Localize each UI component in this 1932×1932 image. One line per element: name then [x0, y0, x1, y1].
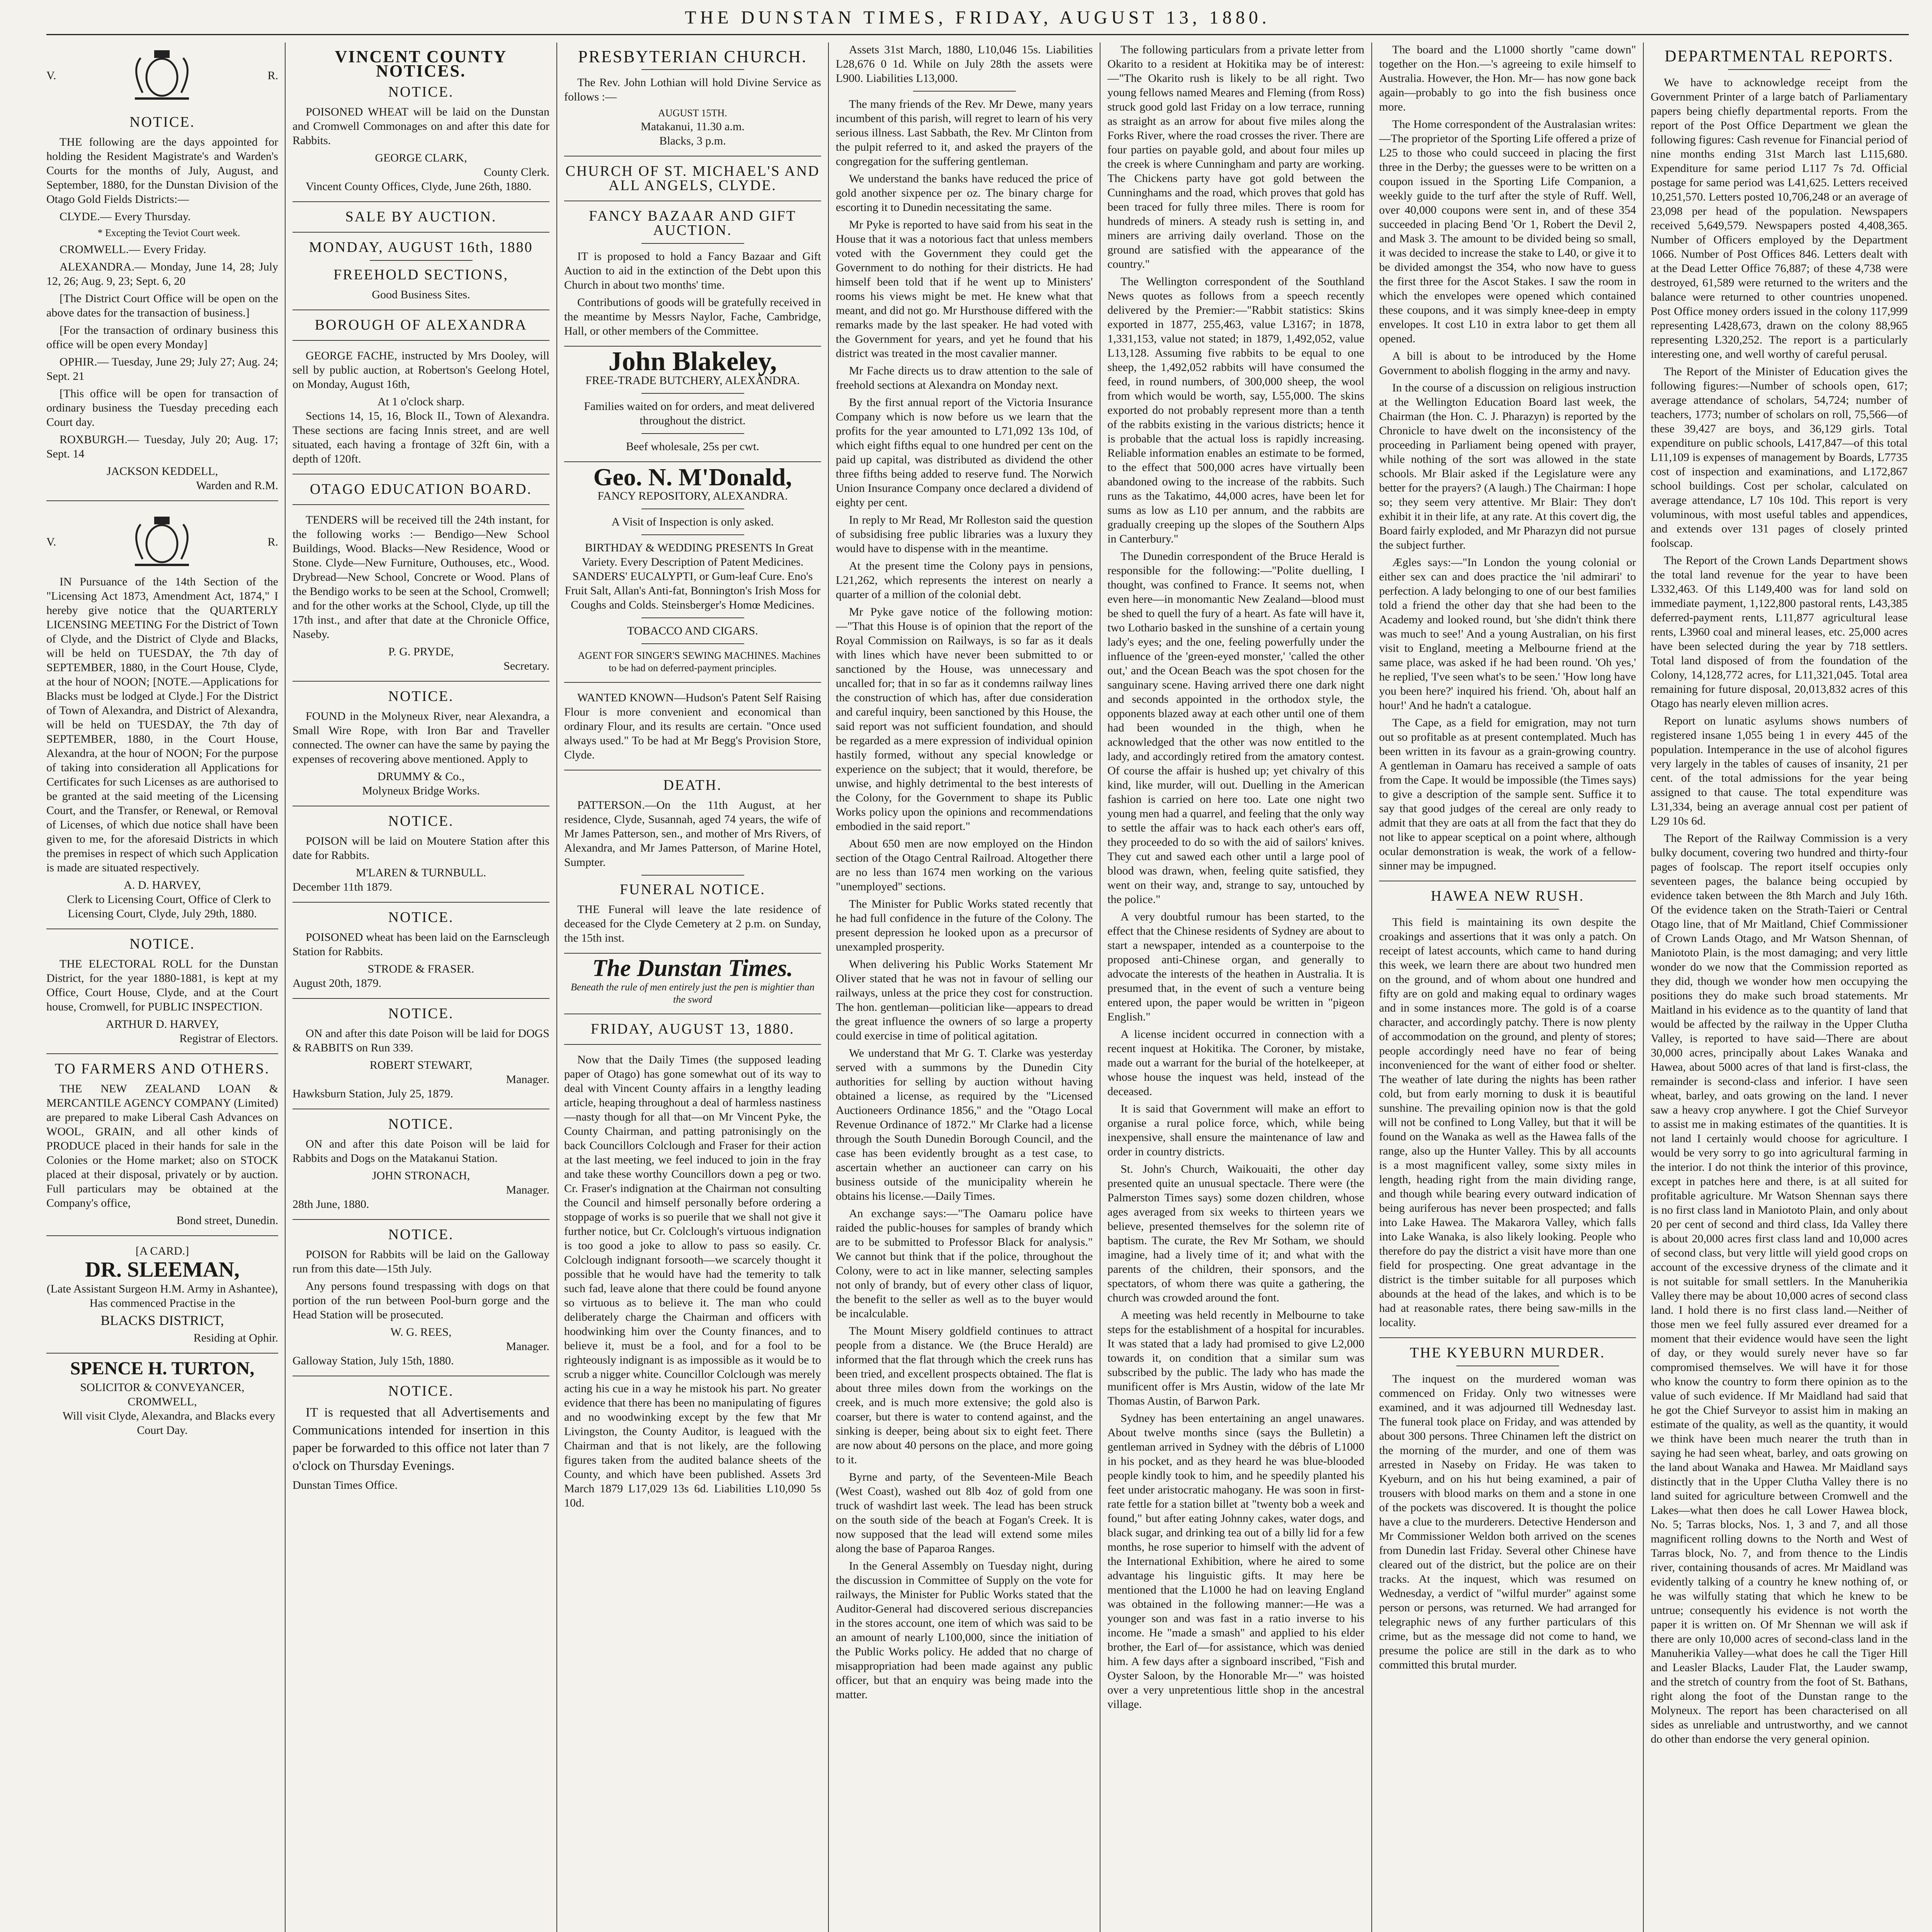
court-ordinary-note: [For the transaction of ordinary business this office will be open every Monday] — [46, 324, 278, 351]
signature-title: Manager. — [506, 1073, 549, 1086]
freehold-title: FREEHOLD SECTIONS, — [333, 267, 509, 283]
column-6 — [1379, 43, 1636, 1932]
signature: A. D. HARVEY, — [124, 879, 201, 891]
paragraph: The many friends of the Rev. Mr Dewe, many years incumbent of this parish, will regret to learn of his very serious illness. Last Sabbath, the Rev. Mr Clinton from the pulpit referred to it, and asked the prayers of the congregation for the suffering gentleman. — [836, 98, 1093, 168]
signature-title: Secretary. — [503, 660, 549, 672]
column-5 — [1107, 43, 1364, 1932]
column-rule — [828, 43, 829, 1932]
blakeley-subtitle: FREE-TRADE BUTCHERY, ALEXANDRA. — [585, 374, 800, 387]
freehold-subtitle: Good Business Sites. — [372, 288, 470, 301]
paragraph: The Wellington correspondent of the Southland News quotes as follows from a speech recently delivered by the Premier:—"Rabbit statistics: Skins exported in 1877, 255,463, value L3167; in 1878, 1,331,153, value not stated; in 1879, 1,492,052, value L13,128. Assuming five rabbits to be equal to one sheep, the 1,492,052 rabbits will have consumed the feed, in round numbers, of 300,000 sheep, the wool from which would be worth, say, L55,000. The skins exported do not probably represent more than a tenth of the rabbits existing in the various districts; hence it is probable that the actual loss is rapidly increasing. Reliable information enables an estimate to be formed, to the effect that 500,000 acres have virtually been abandoned owing to the increase of the rabbits. Such runs as the Takatimo, 44,000 acres, have been let for sums as low as L10 per annum, and the rabbits are gradually creeping up the slopes of the Southern Alps in Canterbury." — [1107, 275, 1364, 545]
paragraph: It is said that Government will make an effort to organise a rural police force, which, while being inexpensive, shall ensure the maintenance of law and order in country districts. — [1107, 1102, 1364, 1158]
signature: ROBERT STEWART, — [369, 1059, 473, 1071]
contributions-text: Contributions of goods will be gratefully received in the meantime by Messrs Naylor, Fache, Cambridge, Hall, or other members of the Committee. — [564, 296, 821, 337]
paragraph: In the course of a discussion on religious instruction at the Wellington Education Board last week, the Chairman (the Hon. C. J. Pharazyn) is reported by the Chronicle to have dwelt on the inconsistency of the proceeding in Parliament being opened with prayer, while nothing of the sort was allowed in the state schools. Mr Blair asked if the Legislature were any better for the prayers? (A laugh.) The Chairman: I hope so; they seem very attentive. Mr Blair: They don't exhibit it in their life, at any rate. At this covert dig, the Board fairly exploded, and Mr Pharazyn did not pursue the subject further. — [1379, 381, 1636, 551]
otago-board-title: OTAGO EDUCATION BOARD. — [310, 481, 532, 497]
section-title: VINCENT COUNTY NOTICES. — [335, 47, 507, 80]
signature: STRODE & FRASER. — [367, 963, 474, 975]
doctor-name: DR. SLEEMAN, — [85, 1258, 240, 1282]
paragraph: Report on lunatic asylums shows numbers of registered insane 1,055 being 1 in every 445 of the population. Intemperance in the use of alcohol figures very largely in the tables of causes of insanity, 21 per cent. of the total admissions for the year being assigned to that cause. The total expenditure was L31,334, being an average annual cost per patient of L29 10s 6d. — [1651, 714, 1908, 827]
column-rule — [556, 43, 557, 1932]
church-title: PRESBYTERIAN CHURCH. — [578, 47, 807, 66]
court-clyde: CLYDE.— Every Thursday. — [60, 210, 191, 223]
farmers-title: TO FARMERS AND OTHERS. — [54, 1061, 270, 1077]
paragraph: Byrne and party, of the Seventeen-Mile Beach (West Coast), washed out 8lb 4oz of gold from one truck of washdirt last week. The lead has been struck on the south side of the beach at Fogan's Creek. It is now supposed that the lead will extend some miles along the base of Paparoa Ranges. — [836, 1471, 1093, 1555]
borough-title: BOROUGH OF ALEXANDRA — [315, 317, 527, 333]
bazaar-title: FANCY BAZAAR AND GIFT AUCTION. — [589, 208, 796, 238]
signature-title: Manager. — [506, 1184, 549, 1196]
departmental-title: DEPARTMENTAL REPORTS. — [1665, 48, 1894, 65]
poison-notice: POISON for Rabbits will be laid on the Galloway run from this date—15th July. — [293, 1248, 549, 1275]
court-notice-intro: THE following are the days appointed for holding the Resident Magistrate's and Warden's Courts for the months of July, August, and September, 1880, for the Dunstan Division of the Otago Gold Fields Districts:— — [46, 136, 278, 206]
paragraph: The Report of the Crown Lands Department shows the total land revenue for the year to have been L332,463. Of this L149,400 was for land sold on immediate payment, 1,122,800 pastoral rents, L43,385 deferred-payment rents, L11,877 agricultural lease rents, L3960 coal and mineral leases, etc. 25,000 acres have been selected during the year by 718 settlers. Total land disposed of from the foundation of the Colony, 14,128,772 acres, for L11,321,045. Total area remaining for future disposal, 20,013,832 acres of this Otago has nearly eleven million acres. — [1651, 554, 1908, 710]
signature: P. G. PRYDE, — [388, 645, 454, 658]
signature: M'LAREN & TURNBULL. — [355, 866, 486, 879]
paragraph: At the present time the Colony pays in pensions, L21,262, which represents the interest on nearly a quarter of a million of the colonial debt. — [836, 560, 1093, 601]
vr-left: V. — [46, 69, 56, 82]
adverts-notice: IT is requested that all Advertisements and Communications intended for insertion in this paper be forwarded to this office not later than 7 o'clock on Thursday Evenings. — [293, 1405, 549, 1473]
hawea-title: HAWEA NEW RUSH. — [1431, 888, 1584, 904]
column-rule — [285, 43, 286, 1932]
editorial-text: Now that the Daily Times (the supposed leading paper of Otago) has gone somewhat out of its way to deal with Vincent County affairs in a lengthy leading article, heaping throughout a deal of harmless nastiness—nasty though for all that—on Mr Vincent Pyke, the County Chairman, and patting patronisingly on the back Councillors Colclough and Fraser for their action at the last meeting, we feel induced to join in the fray and take these worthy Councillors down a peg or two. Cr. Fraser's indignation at the Chairman not consulting the Council and himself personally before ordering a stoppage of works is so puerile that we shall not give it further notice, but Cr. Colclough's virtuous indignation is too good a joke to allow to pass so easily. Cr. Colclough indignant forsooth—we scarcely thought it possible that he would have had the temerity to talk such fad, leave alone that there could be found anyone so virtuous as to believe it. The man who could deliberately charge the Chairman and officers with hoodwinking him over the County finances, and to believe it, must be a fool, and for a fool to be righteously indignant is as impossible as it would be to scrub a nigger white. Councillor Colclough was merely acting his cue in a way he mistook his part. No greater evidence that there has been no manipulating of figures and no woodwinking except by the few that Mr Livingston, the County Auditor, is leagued with the Chairman and that is not likely, are the following figures taken from the audited balance sheets of the County, and which have been published. Assets 3rd March 1879 L17,029 13s 6d. Liabilities L10,090 5s 10d. — [564, 1053, 821, 1509]
poison-notice: ON and after this date Poison will be laid for DOGS & RABBITS on Run 339. — [293, 1027, 549, 1054]
church-service: Matakanui, 11.30 a.m. — [641, 120, 745, 133]
auction-title: SALE BY AUCTION. — [345, 209, 497, 225]
vr-left: V. — [46, 535, 56, 548]
electoral-roll-notice: THE ELECTORAL ROLL for the Dunstan District, for the year 1880-1881, is kept at my Office, Court House, Clyde, and at the Court house, Cromwell, for PUBLIC INSPECTION. — [46, 957, 278, 1013]
signature-title: Clerk to Licensing Court, Office of Clerk to Licensing Court, Clyde, July 29th, 1880. — [67, 893, 271, 920]
fache-sections: Sections 14, 15, 16, Block II., Town of Alexandra. These sections are facing Innis street, and are well situated, each having a frontage of 32ft 6in, with a depth of 120ft. — [293, 410, 549, 465]
trespass-notice: Any persons found trespassing with dogs on that portion of the run between Pool-burn gorge and the Head Station will be prosecuted. — [293, 1280, 549, 1321]
notice-title: NOTICE. — [388, 1116, 454, 1132]
doctor-residence: Residing at Ophir. — [193, 1332, 278, 1344]
paper-date: FRIDAY, AUGUST 13, 1880. — [590, 1021, 795, 1037]
signature: JACKSON KEDDELL, — [106, 465, 218, 478]
poison-notice: POISONED wheat has been laid on the Earnscleugh Station for Rabbits. — [293, 931, 549, 958]
poison-notice: ON and after this date Poison will be laid for Rabbits and Dogs on the Matakanui Station. — [293, 1138, 549, 1165]
paragraph: Ægles says:—"In London the young colonial or either sex can and does practice the 'nil admirari' to perfection. A lady belonging to one of our best families told a friend the other day that she had been to the Academy and looked round, but 'she didn't think there was much to see!' And a young Australian, on his first visit to England, meeting a Melbourne friend at the same place, was asked if he had been round. 'Oh yes,' he replied, 'I've seen what's to be seen.' 'How long have you been here?' inquired his friend. 'Oh, about half an hour!' And he hadn't a catalogue. — [1379, 556, 1636, 712]
vr-right: R. — [267, 535, 278, 548]
doctor-subtitle: (Late Assistant Surgeon H.M. Army in Ashantee), — [46, 1282, 278, 1295]
beef-price: Beef wholesale, 25s per cwt. — [626, 440, 759, 453]
paragraph: The Home correspondent of the Australasian writes:—The proprietor of the Sporting Life offered a prize of L25 to those who could succeed in placing the first three in the Derby; the guesses were to be written on a coupon issued in the Sporting Life Companion, a weekly guide to the turf after the style of Ruff. Well, over 40,000 coupons were sent in, and of these 354 succeeded in placing Bend 'Or 1, Robert the Devil 2, and Mask 3. The amount to be divided being so small, it was decided to increase the stake to L40, or give it to be divided amongst the 354, who now have to guess the first three for the Ascot Stakes. I saw the room in which the envelopes were opened which contained these coupons, and it was simply knee-deep in empty envelopes. It cost L10 in extra labor to get them all opened. — [1379, 118, 1636, 345]
fache-time: At 1 o'clock sharp. — [377, 395, 465, 408]
office-name: Dunstan Times Office. — [293, 1479, 398, 1492]
column-3 — [564, 43, 821, 1932]
paragraph: In reply to Mr Read, Mr Rolleston said the question of subsidising free public libraries was a luxury they would have to dispense with in the meantime. — [836, 514, 1093, 555]
signature-date: Galloway Station, July 15th, 1880. — [293, 1354, 454, 1367]
notice-title: NOTICE. — [388, 813, 454, 829]
licensing-notice: IN Pursuance of the 14th Section of the "Licensing Act 1873, Amendment Act, 1874," I hereby give notice that the QUARTERLY LICENSING MEETING For the District of Town of Clyde, and the District of Clyde and Blacks, will be held on TUESDAY, the 7th day of SEPTEMBER, 1880, in the Court House, Clyde, at the hour of NOON; [NOTE.—Applications for Blacks must be lodged at Clyde.] For the District of Town of Alexandra, and District of Alexandra, will be held on TUESDAY, the 7th day of SEPTEMBER, 1880, in the Court House, Alexandra, at the hour of NOON; For the purpose of taking into consideration all Applications for Certificates for such Licenses as are authorised to be granted at the said meeting of the Licensing Court, and the Transfer, or Renewal, or Removal of Licenses, of which due notice shall have been given to me, for the aforesaid Districts in which the premises in respect of which such Application is made are situated respectively. — [46, 575, 278, 874]
column-7 — [1651, 43, 1908, 1932]
court-ophir: OPHIR.— Tuesday, June 29; July 27; Aug. 24; Sept. 21 — [46, 355, 278, 383]
bazaar-text: IT is proposed to hold a Fancy Bazaar and Gift Auction to aid in the extinction of the Debt upon this Church in about two months' time. — [564, 250, 821, 291]
signature-title: Molyneux Bridge Works. — [362, 784, 480, 797]
paragraph: The Dunedin correspondent of the Bruce Herald is responsible for the following:—"Polite duelling, I thought, was confined to France. It seems not, when even here—in monomantic New Zealand—blood must be shed to quell the fury of a heart. As fate will have it, two Lothario basked in the sunshine of a certain young lady's eyes; and the one, feeling powerfully under the influence of the 'green-eyed monster,' 'called the other out,' and the Ocean Beach was the spot chosen for the sanguinary scene. Having arrived there one dark night and seconds appointed in the orthodox style, the opponents blazed away at each other until one of them had been wounded in the thigh, when he acknowledged that the other was now entitled to the lady, and accordingly retired from the amatory contest. Of course the affair is hushed up; yet chivalry of this kind, like murder, will out. Duelling in the American fashion is carried on here too. Late one night two young men had a quarrel, and feeling that the only way to settle the affair was to hack each other's ears off, they proceeded to do so with the aid of sailors' knives. They cut and sawed each other until a large pool of blood was drawn, when, feeling quite satisfied, they went on their way, and, strange to say, untouched by the police." — [1107, 550, 1364, 906]
visit-text: A Visit of Inspection is only asked. — [611, 515, 774, 528]
church-text: The Rev. John Lothian will hold Divine Service as follows :— — [564, 76, 821, 103]
auction-date: MONDAY, AUGUST 16th, 1880 — [309, 239, 533, 255]
notice-title: NOTICE. — [388, 1383, 454, 1399]
paragraph: An exchange says:—"The Oamaru police have raided the public-houses for samples of brandy which are to be submitted to Professor Black for analysis." We cannot but think that if the police, throughout the Colony, were to act in like manner, selecting samples not only of brandy, but of every other class of liquor, the benefit to the seller as well as to the buyer would be incalculable. — [836, 1207, 1093, 1320]
notice-title: NOTICE. — [388, 909, 454, 925]
signature-date: December 11th 1879. — [293, 881, 392, 893]
paper-title: The Dunstan Times. — [592, 955, 793, 981]
tenders-notice: TENDERS will be received till the 24th instant, for the following works :— Bendigo—New School Buildings, Wood. Blacks—New Residence, Wood or Stone. Clyde—New Furniture, Outhouses, etc., Wood. Drybread—New School, Concrete or Wood. Plans of the Bendigo works to be seen at the School, Cromwell; and for the other works at the School, Clyde, up till the 17th inst., and after that date at the Chronicle Office, Naseby. — [293, 514, 549, 641]
turton-visit: Will visit Clyde, Alexandra, and Blacks every Court Day. — [62, 1410, 276, 1437]
paragraph: Mr Pyke is reported to have said from his seat in the House that it was a notorious fact that unless members voted with the Government they could get the Government to do nothing for their districts. He had himself been told that if he went up to Ministers' rooms his views might be met. He knew what that meant, and did not go. Mr Hursthouse differed with the remarks made by the last speaker. He had voted with the Government for years, and yet he found that his district was treated in the most cavalier manner. — [836, 218, 1093, 360]
paragraph: The board and the L1000 shortly "came down" together on the Hon.—'s agreeing to exile himself to Australia. However, the Hon. Mr— has now gone back again—probably to go into the fish business once more. — [1379, 43, 1636, 113]
found-notice: FOUND in the Molyneux River, near Alexandra, a Small Wire Rope, with Iron Bar and Traveller connected. The owner can have the same by paying the expenses of recovering above mentioned. Apply to — [293, 710, 549, 765]
signature-title: Registrar of Electors. — [179, 1032, 278, 1045]
column-2 — [293, 43, 549, 1932]
notice-title: NOTICE. — [388, 1226, 454, 1243]
masthead: THE DUNSTAN TIMES, FRIDAY, AUGUST 13, 1880. — [46, 7, 1909, 35]
paper-motto: Beneath the rule of men entirely just the pen is mightier than the sword — [571, 981, 815, 1005]
figures-text: Assets 31st March, 1880, L10,046 15s. Liabilities L28,676 0 1d. While on July 28th the assets were L900. Liabilities L13,000. — [836, 43, 1093, 85]
paragraph: A very doubtful rumour has been started, to the effect that the Chinese residents of Sydney are about to start a newspaper, intended as a counterpoise to the proposed anti-Chinese organ, and generally to advocate the interests of the heathen in Australia. It is presumed that, in the event of such a venture being entered upon, the paper would be written in "pigeon English." — [1107, 910, 1364, 1023]
kyeburn-title: THE KYEBURN MURDER. — [1410, 1345, 1605, 1361]
birthday-presents: BIRTHDAY & WEDDING PRESENTS In Great Variety. Every Description of Patent Medicines. SANDERS' EUCALYPTI, or Gum-leaf Cure. Eno's Fruit Salt, Allan's Anti-fat, Bonnington's Irish Moss for Coughs and Colds. Steinsberger's Homœ Medicines. — [565, 541, 821, 611]
notice-title: NOTICE. — [388, 688, 454, 704]
signature-title: Warden and R.M. — [196, 479, 278, 492]
paragraph: We understand that Mr G. T. Clarke was yesterday served with a summons by the Dunedin City authorities for selling by auction without having obtained a license, as required by the "Licensed Auctioneers Ordinance 1856," and the "Otago Local Revenue Ordinance of 1872." Mr Clarke had a license through the South Dunedin Borough Council, and the case has been evidently brought as a test case, to ascertain whether an auctioneer can carry on his business outside of the municipality wherein he obtains his license.—Daily Times. — [836, 1047, 1093, 1202]
kyeburn-text: The inquest on the murdered woman was commenced on Friday. Only two witnesses were examined, and it was adjourned till Wednesday last. The funeral took place on Friday, and was attended by about 300 persons. Three Chinamen left the district on the morning of the murder, and one of them was arrested in Naseby on Friday. He was taken to Kyeburn, and on his hut being examined, a pair of trousers with blood marks on them and a stone in one of the pockets was discovered. It is thought the police have a clue to the murderers. Detective Henderson and Mr Commissioner Weldon both arrived on the scenes from Dunedin last Friday. Several other Chinese have cleared out of the district, but the police are on their tracks. At the inquest, which was resumed on Wednesday, a verdict of "wilful murder" against some person or persons, was returned. We had arranged for telegraphic news of any further particulars of this crime, but as the message did not come to hand, we presume the police are still in the dark as to who committed this brutal murder. — [1379, 1372, 1636, 1671]
death-title: DEATH. — [663, 777, 722, 793]
paragraph: A bill is about to be introduced by the Home Government to abolish flogging in the army and navy. — [1379, 350, 1636, 377]
paragraph: St. John's Church, Waikouaiti, the other day presented quite an unusual spectacle. There were (the Palmerston Times says) some dozen children, whose ages averaged from six weeks to thirteen years we believe, presented themselves for the solemn rite of baptism. The curate, the Rev Mr Sotham, we should imagine, had a lively time of it; and what with the parents of the children, their sponsors, and the spectators, of whom there was quite a gathering, the church was crowded around the font. — [1107, 1163, 1364, 1304]
wanted-known: WANTED KNOWN—Hudson's Patent Self Raising Flour is more convenient and economical than ordinary Flour, and its results are certain. "Once used always used." To be had at Mr Begg's Provision Store, Clyde. — [564, 691, 821, 761]
signature: DRUMMY & Co., — [377, 770, 465, 783]
poison-notice: POISON will be laid on Moutere Station after this date for Rabbits. — [293, 835, 549, 862]
funeral-title: FUNERAL NOTICE. — [619, 881, 766, 898]
court-roxburgh: ROXBURGH.— Tuesday, July 20; Aug. 17; Sept. 14 — [46, 433, 278, 460]
paragraph: We understand the banks have reduced the price of gold another sixpence per oz. The binary charge for escorting it to Dunedin necessitating the same. — [836, 172, 1093, 214]
paragraph: The Minister for Public Works stated recently that he had full confidence in the future of the Colony. The present depression he looked upon as a precursor of unexampled prosperity. — [836, 898, 1093, 953]
tobacco-text: TOBACCO AND CIGARS. — [627, 624, 758, 637]
paragraph: Sydney has been entertaining an angel unawares. About twelve months since (says the Bulletin) a gentleman arrived in Sydney with the débris of L1000 in his pocket, and as they heard he was blue-blooded people kindly took to him, and he speedily planted his feet under aristocratic mahogany. He was soon in first-rate fettle for a station billet at "twenty bob a week and found," but after eating Johnny cakes, water dogs, and black sugar, and drinking tea out of a billy lid for a few months, he rose superior to himself with the advent of the International Exhibition, where he aired to some advantage his linguistic gifts. It may here be mentioned that the L1000 he had on leaving England was obtained in the following manner:—He was a younger son and was fast in a ratio inverse to his income. He "made a smash" and applied to his elder brother, the Earl of—for assistance, which was denied him. A few days after a signboard inscribed, "Fish and Oyster Saloon, by the Honorable Mr—" was hoisted over a very unpretentious little shop in the ancestral village. — [1107, 1412, 1364, 1711]
church-service: Blacks, 3 p.m. — [659, 134, 726, 147]
signature-title: County Clerk. — [484, 166, 549, 179]
paragraph: The following particulars from a private letter from Okarito to a resident at Hokitika may be of interest:—"The Okarito rush is likely to be all right. Two young fellows named Meares and Fleming (from Ross) struck good gold last Friday on a low terrace, running as straight as an arrow for about five miles along the Forks River, where the road crosses the river. There are four parties on payable gold, and about four miles up the creek is where Cunningham and party are working. The Chickens party have got gold between the Cunninghams and the road, which proves that gold has been traced for fully three miles. There is room for hundreds of miners. A steady rush is setting in, and miners are arriving daily overland. Those on the ground are satisfied with the appearance of the country." — [1107, 43, 1364, 270]
court-ophir-note: [This office will be open for transaction of ordinary business the Tuesday preceding each Court day. — [46, 387, 278, 429]
court-cromwell: CROMWELL.— Every Friday. — [60, 243, 206, 256]
signature: GEORGE CLARK, — [375, 151, 467, 164]
turton-town: CROMWELL, — [128, 1395, 197, 1408]
church-date: AUGUST 15TH. — [658, 107, 727, 119]
paragraph: Mr Pyke gave notice of the following motion:—"That this House is of opinion that the report of the Royal Commission on Railways, is so far as it deals with lines which have never been submitted to or sanctioned by the House, was unnecessary and uncalled for; that in so far as it condemns railway lines the construction of which has, after due consideration and careful inquiry, been sanctioned by this House, the said report was not sufficient foundation, and should be regarded as a mere expression of individual opinion hastily formed, without any special knowledge or experience on the subject; that it would, therefore, be unwise, and highly detrimental to the best interests of the Colony, for the Government to shape its Public Works policy upon the opinions and recommendations embodied in the said report." — [836, 605, 1093, 833]
notice-title: NOTICE. — [388, 84, 454, 100]
vr-right: R. — [267, 69, 278, 82]
turton-subtitle: SOLICITOR & CONVEYANCER, — [80, 1381, 245, 1394]
signature: W. G. REES, — [390, 1326, 452, 1338]
paragraph: The Mount Misery goldfield continues to attract people from a distance. We (the Bruce Herald) are informed that the flat through which the creek runs has been tried, and excellent prospects obtained. The flat is about three miles down from the workings on the creek, and is much more extensive; the gold also is coarser, but there is water to contend against, and the sinking is deeper, being about six to eight feet. There are now about 40 persons on the place, and more going to it. — [836, 1325, 1093, 1466]
paragraph: In the General Assembly on Tuesday night, during the discussion in Committee of Supply on the vote for railways, the Minister for Public Works stated that the Auditor-General had discovered serious discrepancies in the stores account, one item of which was said to be an amount of nearly L100,000, since the initiation of the Public Works policy. He added that no charge of misappropriation had been made against any public officer, but that an enquiry was being made into the matter. — [836, 1560, 1093, 1701]
signature-date: Hawksburn Station, July 25, 1879. — [293, 1087, 453, 1100]
paragraph: The Cape, as a field for emigration, may not turn out so profitable as at present contemplated. Much has been written in its favour as a grain-growing country. A gentleman in Oamaru has received a sample of oats from the Cape. It would be impossible (the Times says) to give a description of the sample sent. Suffice it to say that good judges of the cereal are only ready to admit that they are oats at all from the fact that they do not like to appear sceptical on a point where, although ocular demonstration is weak, the work of a fellow-sinner may be impugned. — [1379, 716, 1636, 872]
court-alexandra: ALEXANDRA.— Monday, June 14, 28; July 12, 26; Aug. 9, 23; Sept. 6, 20 — [46, 260, 278, 287]
paragraph: The Report of the Minister of Education gives the following figures:—Number of schools open, 617; average attendance of scholars, 54,724; number of teachers, 1773; number of scholars on roll, 75,566—of these 39,427 are boys, and 36,129 girls. Total expenditure on public schools, L417,847—of this total L11,109 is expenses of management by Boards, L7735 cost of inspection and examinations, and L172,867 school buildings. Cost per scholar, calculated on average attendance, L7 10s 10d. This report is very voluminous, with most useful tables and appendices, and extends over 131 pages of closely printed foolscap. — [1651, 365, 1908, 549]
paragraph: A license incident occurred in connection with a recent inquest at Hokitika. The Coroner, by mistake, made out a warrant for the burial of the hotelkeeper, at whose house the inquest was held, instead of the deceased. — [1107, 1028, 1364, 1098]
funeral-text: THE Funeral will leave the late residence of deceased for the Clyde Cemetery at 2 p.m. on Sunday, the 15th inst. — [564, 903, 821, 944]
court-district-note: [The District Court Office will be open on the above dates for the transaction of business.] — [46, 292, 278, 319]
royal-arms-icon — [119, 513, 204, 571]
signature-date: 28th June, 1880. — [293, 1198, 369, 1211]
signature-date: August 20th, 1879. — [293, 977, 382, 990]
paragraph: A meeting was held recently in Melbourne to take steps for the establishment of a hospital for incurables. It was stated that a lady had promised to give L2,000 towards it, on condition that a similar sum was subscribed by the public. The lady who has made the munificent offer is Mrs Austin, widow of the late Mr Thomas Austin, of Barwon Park. — [1107, 1309, 1364, 1407]
farmers-notice: THE NEW ZEALAND LOAN & MERCANTILE AGENCY COMPANY (Limited) are prepared to make Liberal Cash Advances on WOOL, GRAIN, and all other kinds of PRODUCE placed in their hands for sale in the Colonies or the Home market; also on STOCK placed at their disposal, privately or by auction. Full particulars may be obtained at the Company's office, — [46, 1082, 278, 1209]
paragraph: The Report of the Railway Commission is a very bulky document, covering two hundred and thirty-four pages of foolscap. The report itself occupies only seventeen pages, the balance being occupied by evidence taken between the 8th March and July 16th. Of the evidence taken on the Strath-Taieri or Central Otago line, that of Mr Maitland, Chief Commissioner of Crown Lands Otago, and Mr Watson Shennan, of Maniototo Plain, is the most damaging; and very little wonder do we now that the Commission reported as they did, though we wonder how men occupying the positions they do make such broad statements. Mr Maitland in his evidence as to the quantity of land that would be affected by the railway in the Upper Clutha Valley, is reported to have said—There are about 30,000 acres, principally about Lakes Wanaka and Hawea, about 5000 acres of that land is first-class, the remainder is second-class and inferior. I have seen wheat, barley, and oats growing on the land. I never saw a heavy crop anywhere. I got the Chief Surveyor to assist me in making estimates of the quantities. It is not land I certainly would choose for agriculture. I would be very sorry to go into agricultural farming in the interior. I do not think the interior of this province, except in patches here and there, is at all suited for profitable agriculture. Mr Watson Shennan says there is no first class land in Maniototo Plain, and only about 20 per cent of second and third class, Ida Valley there is about 20,000 acres first class land and 10,000 acres of second class, but very little will yield good crops on account of the excessive dryness of the climate and it is not suitable for small settlers. In the Manuherikia Valley there may be about 10,000 acres of second class land. I hold there is no first class land.—Neither of those men we feel fully assured ever dreamed for a moment that their evidence would have seen the light of day, or they would surely never have so far compromised themselves. We will have it for those who know the country to form there opinion as to the value of such evidence. If Mr Maidland had said that he got the Chief Surveyor to assist him in making an estimate of the quality, as well as the quantity, it would we think have been much nearer the truth than in saying he had seen wheat, barley, and oats growing on the land about Wanaka and Hawea. Mr Maidland says distinctly that in the Upper Clutha Valley there is no land suited for agriculture between Cromwell and the Lakes—what then does he call Lower Hawea block, No. 5; Tarras blocks, Nos. 1, 3 and 7, and all those magnificent rolling downs to the North and West of Tarras block, No. 7, and from thence to the Lindis river, containing thousands of acres. Mr Maidland was evidently talking of a country he knew nothing of, or he was wilfully stating that which he knew to be untrue; consequently his evidence is not worth the paper it is written on. Of Mr Shennan we will ask if there are only 10,000 acres of second-class land in the Manuherikia Valley—what does he call the Tiger Hill and Leasler Blacks, Lauder Flat, the Lauder swamp, and the stretch of country from the foot of St. Bathans, right along the foot of the Dunstan range to the Molyneux. The report has been characterised on all sides as unreliable and untrustworthy, and we cannot do other than endorse the very general opinion. — [1651, 832, 1908, 1745]
hawea-text: This field is maintaining its own despite the croakings and assertions that it was only a patch. On receipt of latest accounts, which came to hand during this week, we learn there are about two hundred men on the ground, and of whom about one hundred and fifty are on gold and making equal to ordinary wages and in some instances more. The gold is of a coarse character, and accordingly patchy. There is now plenty of accommodation on the ground, and plenty of stores; people accordingly need have no fear of being inconvenienced for the want of either food or shelter. The weather of late during the nights has been rather cold, but from early morning to dusk it is beautiful sunshine. The prevailing opinion now is that the gold will not be confined to Long Valley, but that it will be found on the Wanaka as well as the Hawea falls of the range, also up the Hunter Valley. This by all accounts is a most magnificent valley, some sixty miles in length, heading right from the main dividing range, and though while bearing every outward indication of being auriferous has never been prospected; and falls into Lake Hawea. The Makarora Valley, which falls into Lake Wanaka, is also likely looking. People who therefore do pay the district a visit have more than one field for prospecting. One great advantage in the district is the timber suitable for all purposes which abounds at the head of the lakes, and which is to be had at reasonable rates, there being saw-mills in the locality. — [1379, 916, 1636, 1329]
paragraph: We have to acknowledge receipt from the Government Printer of a large batch of Parliamentary papers being chiefly departmental reports. From the report of the Post Office Department we glean the following figures: Cash revenue for Financial period of nine months ending 31st March last L115,680. Expenditure for same period L117 7s 7d. Official postage for same period was L41,625. Letters received 10,251,570. Letters posted 10,706,248 or an average of 23,098 per head of the population. Newspapers received 5,649,579. Newspapers posted 4,408,365. Number of Officers employed by the Department 1066. Number of Post Offices 846. Letters dealt with at the Dead Letter Office 76,887; of these 4,738 were destroyed, 61,589 were returned to the writers and the balance were returned to other countries unopened. Post Office money orders issued in the colony 117,999 representing L428,673, drawn on the colony 88,965 representing L320,252. The report is a particularly interesting one, and well worthy of careful perusal. — [1651, 76, 1908, 361]
paragraph: About 650 men are now employed on the Hindon section of the Otago Central Railroad. Altogether there are no less than 1674 men working on the various "unemployed" sections. — [836, 837, 1093, 893]
mcdonald-name: Geo. N. M'Donald, — [593, 463, 792, 491]
blakeley-name: John Blakeley, — [608, 347, 777, 376]
column-4 — [836, 43, 1093, 1932]
royal-arms-icon — [119, 46, 204, 104]
signature: JOHN STRONACH, — [372, 1169, 470, 1182]
death-text: PATTERSON.—On the 11th August, at her residence, Clyde, Susannah, aged 74 years, the wife of Mr James Patterson, sen., and mother of Mrs Rivers, of Alexandra, and Mr James Patterson, of Marine Hotel, Sumpter. — [564, 799, 821, 869]
paragraph: Mr Fache directs us to draw attention to the sale of freehold sections at Alexandra on Monday next. — [836, 364, 1093, 391]
notice-title: NOTICE. — [388, 1005, 454, 1022]
signature-title: Manager. — [506, 1340, 549, 1353]
column-rule — [1643, 43, 1644, 1932]
farmers-address: Bond street, Dunedin. — [176, 1214, 278, 1227]
singer-agent: AGENT FOR SINGER'S SEWING MACHINES. Machines to be had on deferred-payment principles. — [578, 650, 821, 673]
paragraph: When delivering his Public Works Statement Mr Oliver stated that he was not in favour of selling our railways, unless at the price they cost for construction. The hon. gentleman—politician like—appears to dread the great influence the owners of so large a property could exercise in time of political agitation. — [836, 958, 1093, 1042]
column-1 — [46, 43, 278, 1932]
notice-title: NOTICE. — [129, 114, 195, 130]
signature-date: Vincent County Offices, Clyde, June 26th, 1880. — [306, 180, 532, 193]
fache-notice: GEORGE FACHE, instructed by Mrs Dooley, will sell by public auction, at Robertson's Geelong Hotel, on Monday, August 16th, — [293, 349, 549, 391]
card-label: [A CARD.] — [135, 1245, 189, 1257]
column-rule — [1371, 43, 1372, 1932]
st-michaels-title: CHURCH OF ST. MICHAEL'S AND ALL ANGELS, CLYDE. — [565, 163, 820, 194]
blakeley-text: Families waited on for orders, and meat delivered throughout the district. — [584, 400, 815, 427]
poison-notice: POISONED WHEAT will be laid on the Dunstan and Cromwell Commonages on and after this date for Rabbits. — [293, 105, 549, 147]
mcdonald-subtitle: FANCY REPOSITORY, ALEXANDRA. — [597, 490, 788, 502]
court-clyde-note: * Excepting the Teviot Court week. — [97, 227, 240, 238]
turton-name: SPENCE H. TURTON, — [70, 1358, 255, 1379]
doctor-district: BLACKS DISTRICT, — [100, 1313, 224, 1328]
paragraph: By the first annual report of the Victoria Insurance Company which is now before us we learn that the profits for the year amounted to L71,092 13s 10d, of which eight fifths equal to one hundred per cent on the paid up capital, was distributed as dividend the other three fifths being added to reserve fund. The Norwich Union Insurance Company once declared a dividend of eighty per cent. — [836, 396, 1093, 509]
signature: ARTHUR D. HARVEY, — [106, 1018, 219, 1031]
doctor-text: Has commenced Practise in the — [89, 1297, 235, 1310]
notice-title: NOTICE. — [129, 936, 195, 952]
